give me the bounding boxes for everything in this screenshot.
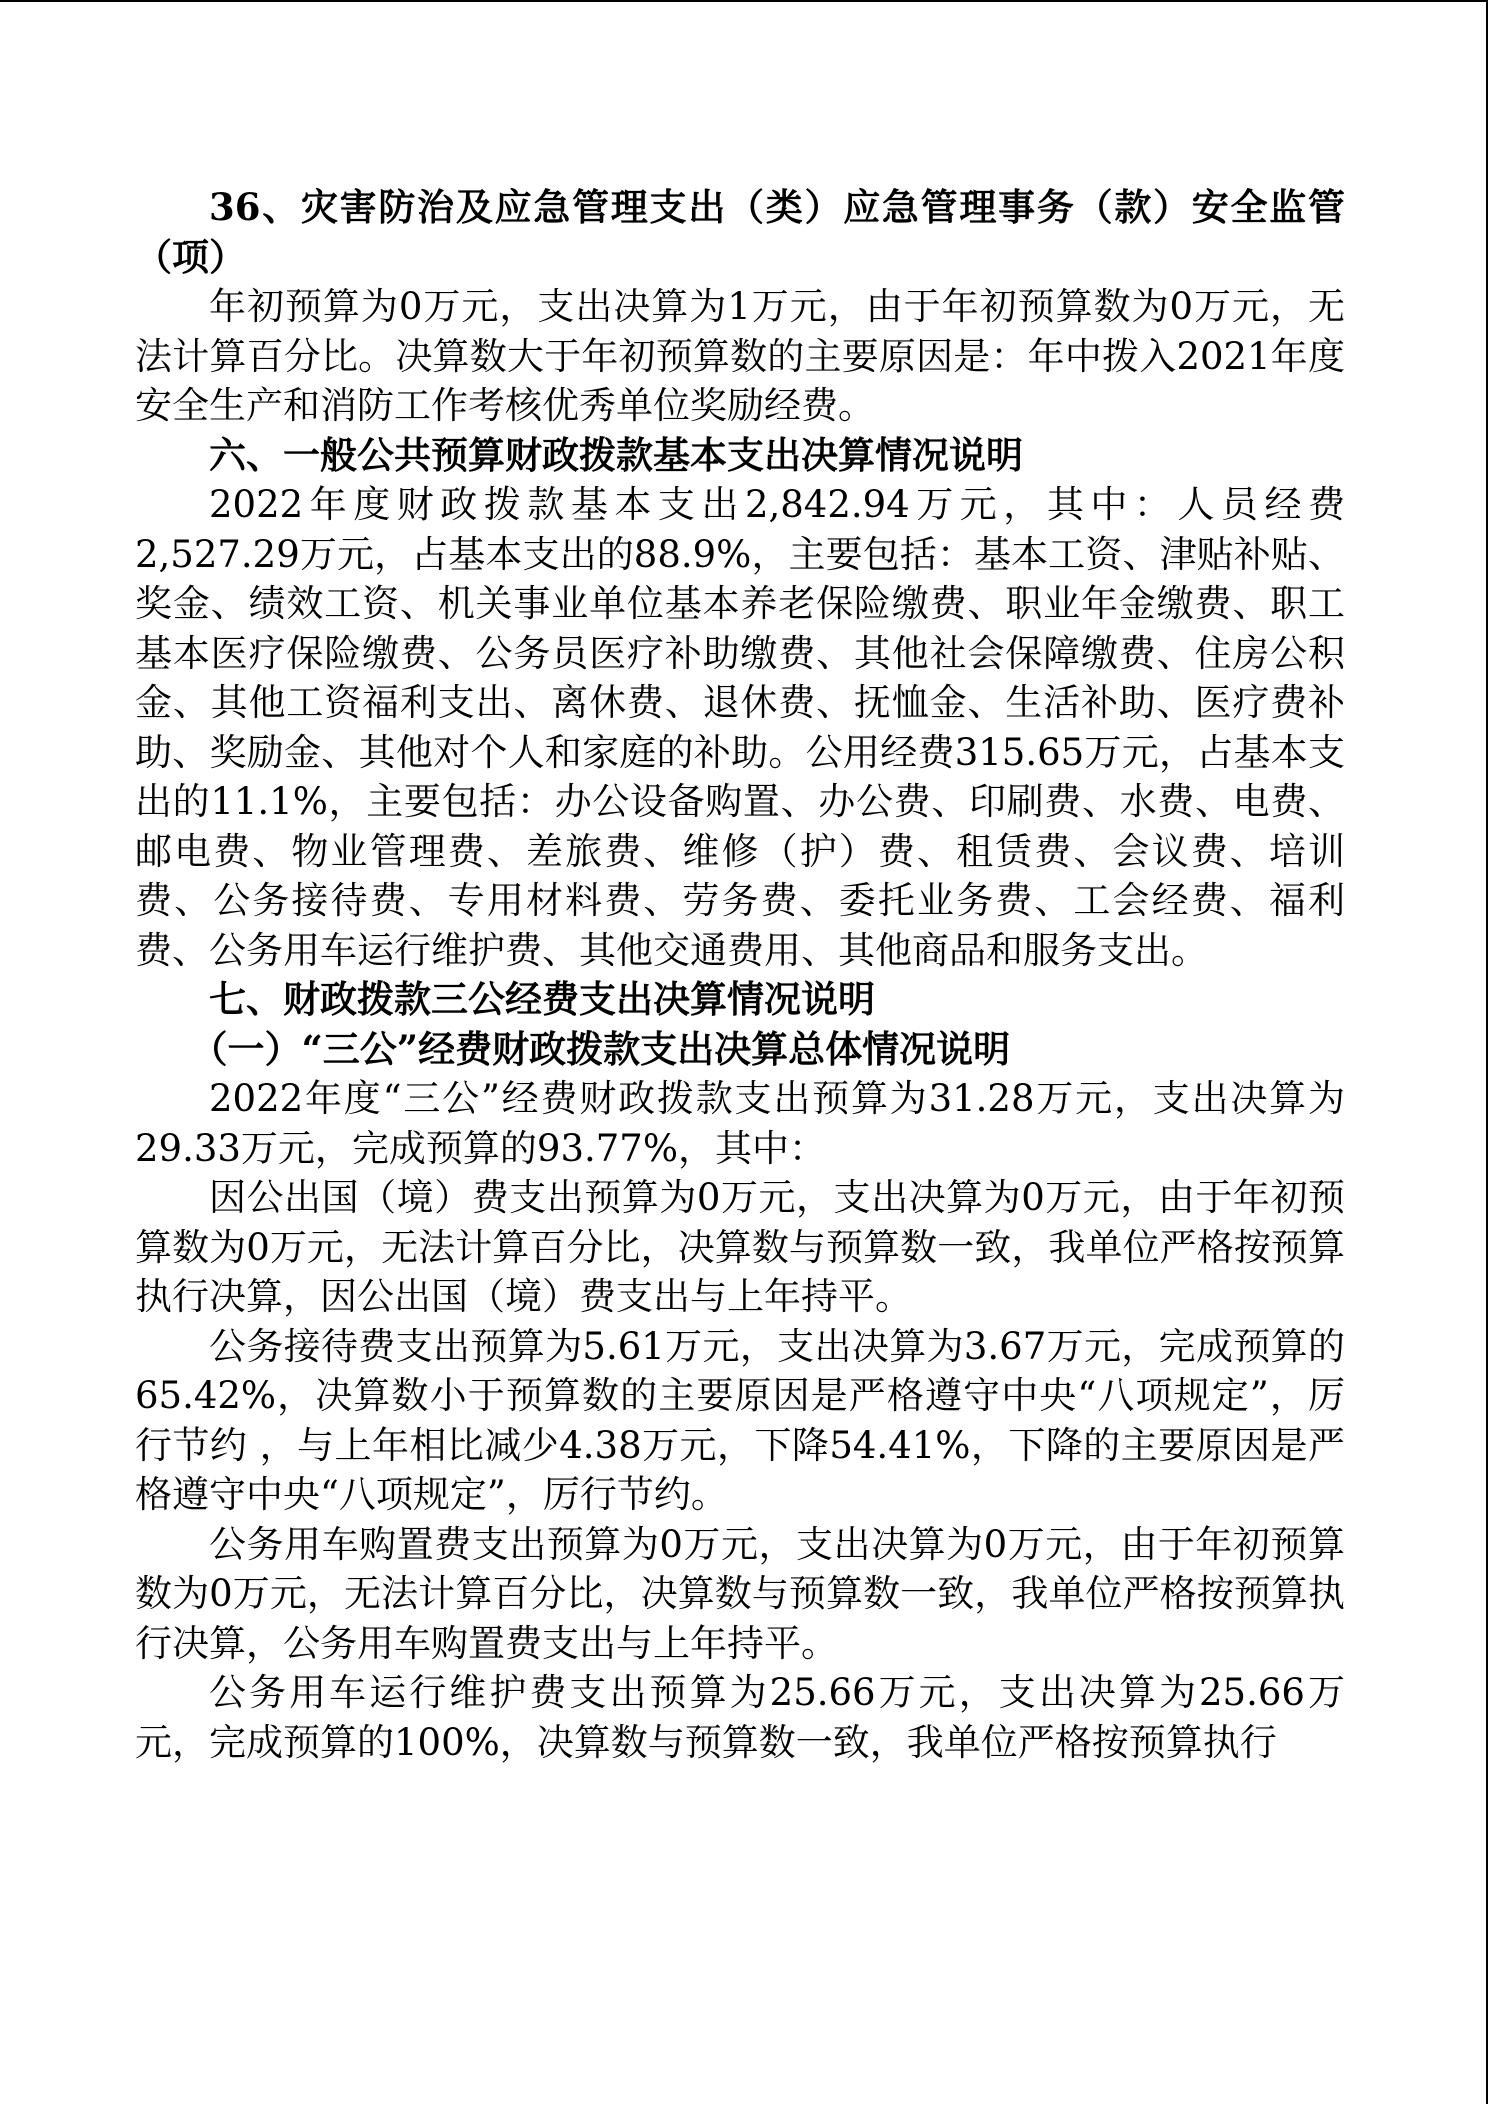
page-top-border	[0, 0, 1488, 2]
section-7-vehicle-purchase-paragraph: 公务用车购置费支出预算为0万元，支出决算为0万元，由于年初预算数为0万元，无法计算百分比，决算数与预算数一致，我单位严格按预算执行决算，公务用车购置费支出与上年持平。	[135, 1522, 1345, 1665]
section-36-body: 年初预算为0万元，支出决算为1万元，由于年初预算数为0万元，无法计算百分比。决算数大于年初预算数的主要原因是：年中拨入2021年度安全生产和消防工作考核优秀单位奖励经费。	[135, 285, 1345, 427]
section-36-heading: 36、灾害防治及应急管理支出（类）应急管理事务（款）安全监管（项）	[135, 185, 1345, 279]
section-7-abroad-paragraph: 因公出国（境）费支出预算为0万元，支出决算为0万元，由于年初预算数为0万元，无法计算百分比，决算数与预算数一致，我单位严格按预算执行决算，因公出国（境）费支出与上年持平。	[135, 1176, 1345, 1318]
section-7-reception-paragraph: 公务接待费支出预算为5.61万元，支出决算为3.67万元，完成预算的65.42%，决算数小于预算数的主要原因是严格遵守中央“八项规定”，厉行节约 ，与上年相比减少4.38万元，下降54.41%，下降的主要原因是严格遵守中央“八项规定”，厉行节约。	[135, 1324, 1345, 1516]
section-7-total-paragraph: 2022年度“三公”经费财政拨款支出预算为31.28万元，支出决算为29.33万元，完成预算的93.77%，其中：	[135, 1077, 1345, 1170]
section-6-heading: 六、一般公共预算财政拨款基本支出决算情况说明	[209, 432, 1023, 477]
document-body	[135, 183, 1345, 1767]
section-7-vehicle-maintenance-paragraph: 公务用车运行维护费支出预算为25.66万元，支出决算为25.66万元，完成预算的100%，决算数与预算数一致，我单位严格按预算执行	[135, 1671, 1345, 1764]
section-6-body: 2022年度财政拨款基本支出2,842.94万元，其中：人员经费2,527.29万元，占基本支出的88.9%，主要包括：基本工资、津贴补贴、奖金、绩效工资、机关事业单位基本养老保险缴费、职业年金缴费、职工基本医疗保险缴费、公务员医疗补助缴费、其他社会保障缴费、住房公积金、其他工资福利支出、离休费、退休费、抚恤金、生活补助、医疗费补助、奖励金、其他对个人和家庭的补助。公用经费315.65万元，占基本支出的11.1%，主要包括：办公设备购置、办公费、印刷费、水费、电费、邮电费、物业管理费、差旅费、维修（护）费、租赁费、会议费、培训费、公务接待费、专用材料费、劳务费、委托业务费、工会经费、福利费、公务用车运行维护费、其他交通费用、其他商品和服务支出。	[135, 483, 1345, 972]
section-7-heading: 七、财政拨款三公经费支出决算情况说明	[209, 977, 875, 1021]
section-7-sub1-heading: （一）“三公”经费财政拨款支出决算总体情况说明	[190, 1026, 1011, 1071]
